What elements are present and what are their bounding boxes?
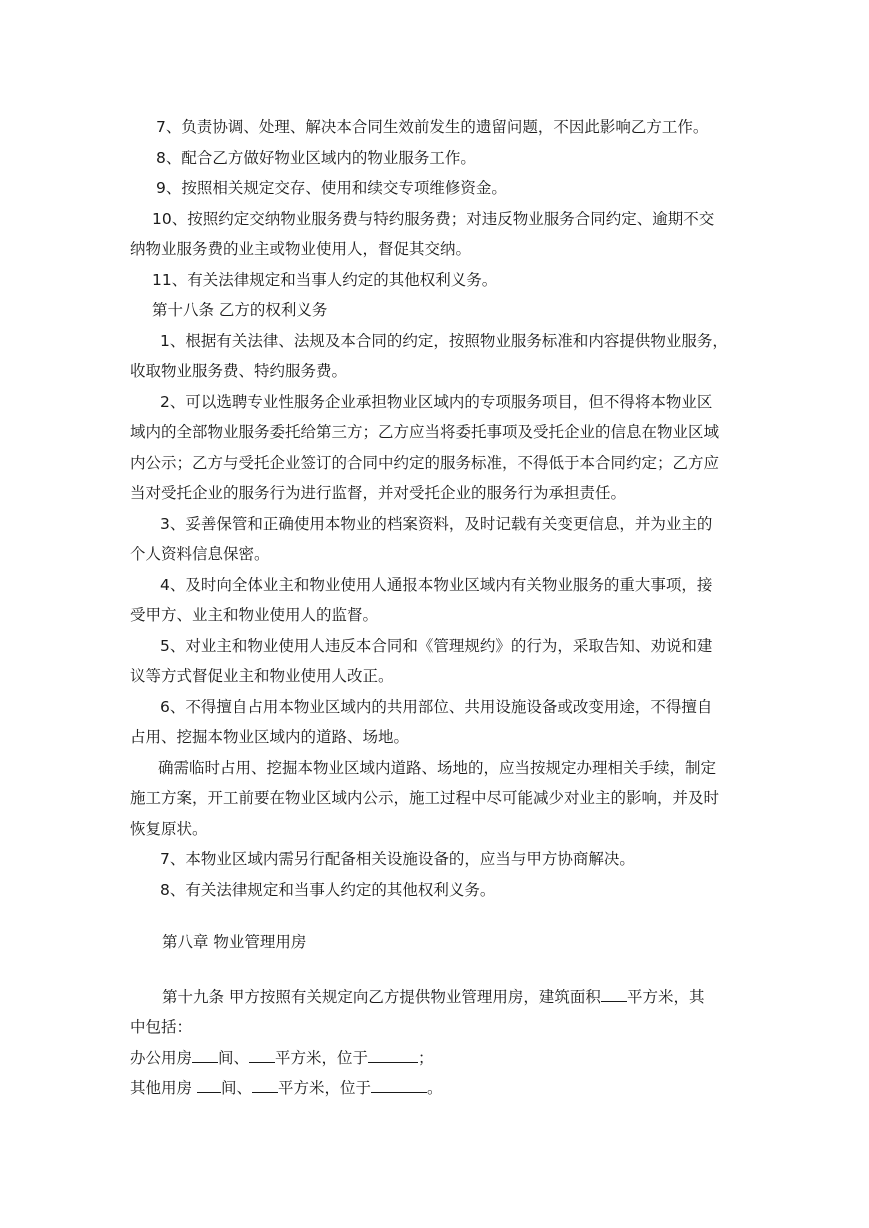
other-area-unit: 平方米，位于 [277, 1079, 371, 1097]
paragraph-line: 9、按照相关规定交存、使用和续交专项维修资金。 [156, 179, 507, 197]
paragraph-line: 域内的全部物业服务委托给第三方；乙方应当将委托事项及受托企业的信息在物业区域 [130, 423, 720, 441]
office-line-end: ； [418, 1048, 434, 1067]
paragraph-line: 8、有关法律规定和当事人约定的其他权利义务。 [160, 880, 496, 899]
office-location-blank [368, 1045, 418, 1063]
paragraph-line: 当对受托企业的服务行为进行监督，并对受托企业的服务行为承担责任。 [130, 484, 627, 502]
office-room-unit: 间、 [218, 1048, 250, 1067]
chapter-8-heading: 第八章 物业管理用房 [162, 933, 307, 951]
office-room-line [130, 1043, 745, 1074]
paragraph-line: 受甲方、业主和物业使用人的监督。 [130, 606, 379, 624]
other-location-blank [371, 1075, 427, 1093]
paragraph-line: 内公示；乙方与受托企业签订的合同中约定的服务标准，不得低于本合同约定；乙方应 [130, 453, 720, 472]
paragraph-line: 确需临时占用、挖掘本物业区域内道路、场地的，应当按规定办理相关手续，制定 [158, 758, 717, 777]
paragraph-line: 占用、挖掘本物业区域内的道路、场地。 [130, 728, 410, 746]
paragraph-line: 11、有关法律规定和当事人约定的其他权利义务。 [152, 270, 498, 289]
office-room-count-blank [192, 1045, 218, 1063]
paragraph-line: 2、可以选聘专业性服务企业承担物业区域内的专项服务项目，但不得将本物业区 [160, 392, 713, 411]
document-body [130, 112, 745, 1104]
office-label: 办公用房 [130, 1048, 193, 1067]
other-line-end: 。 [426, 1079, 443, 1097]
paragraph-line: 个人资料信息保密。 [130, 545, 270, 563]
article-19-line-1 [130, 982, 745, 1013]
area-blank [601, 984, 627, 1002]
paragraph-line: 8、配合乙方做好物业区域内的物业服务工作。 [156, 148, 476, 167]
paragraph-line: 10、按照约定交纳物业服务费与特约服务费；对违反物业服务合同约定、逾期不交 [152, 209, 715, 228]
other-label: 其他用房 [130, 1079, 197, 1097]
article-18-heading: 第十八条 乙方的权利义务 [152, 301, 328, 319]
paragraph-line: 议等方式督促业主和物业使用人改正。 [130, 667, 394, 685]
paragraph-line: 5、对业主和物业使用人违反本合同和《管理规约》的行为，采取告知、劝说和建 [160, 636, 713, 655]
paragraph-line: 7、本物业区域内需另行配备相关设施设备的，应当与甲方协商解决。 [160, 850, 635, 868]
paragraph-line: 4、及时向全体业主和物业使用人通报本物业区域内有关物业服务的重大事项，接 [160, 575, 713, 594]
office-area-unit: 平方米，位于 [275, 1048, 369, 1067]
paragraph-line: 3、妥善保管和正确使用本物业的档案资料，及时记载有关变更信息，并为业主的 [160, 514, 713, 533]
paragraph-line: 6、不得擅自占用本物业区域内的共用部位、共用设施设备或改变用途，不得擅自 [160, 697, 713, 716]
other-room-count-blank [197, 1075, 221, 1093]
paragraph-line: 施工方案，开工前要在物业区域内公示，施工过程中尽可能减少对业主的影响，并及时 [130, 789, 720, 807]
other-room-unit: 间、 [220, 1079, 252, 1097]
office-area-blank [249, 1045, 275, 1063]
paragraph-line: 恢复原状。 [130, 819, 208, 838]
other-area-blank [252, 1075, 278, 1093]
paragraph-line: 收取物业服务费、特约服务费。 [130, 362, 348, 380]
article-19-text: 第十九条 甲方按照有关规定向乙方提供物业管理用房，建筑面积 [162, 987, 601, 1006]
paragraph-line: 1、根据有关法律、法规及本合同的约定，按照物业服务标准和内容提供物业服务， [160, 331, 728, 350]
paragraph-line: 纳物业服务费的业主或物业使用人，督促其交纳。 [130, 240, 472, 258]
other-room-line [130, 1073, 745, 1104]
article-19-line-2: 中包括： [130, 1018, 193, 1036]
article-19-unit: 平方米，其 [626, 987, 705, 1006]
paragraph-line: 7、负责协调、处理、解决本合同生效前发生的遗留问题，不因此影响乙方工作。 [156, 118, 709, 136]
